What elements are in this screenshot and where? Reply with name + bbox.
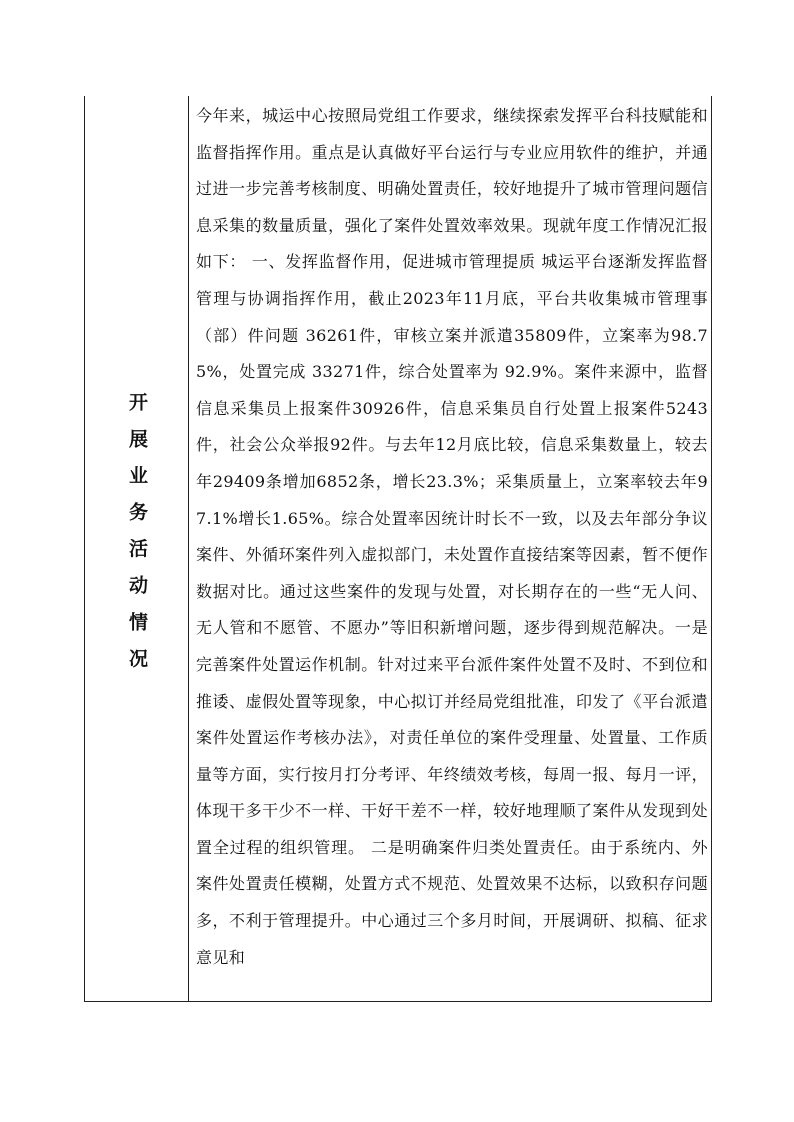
activity-description: 今年来，城运中心按照局党组工作要求，继续探索发挥平台科技赋能和监督指挥作用。重点是认真做好平台运行与专业应用软件的维护，并通过进一步完善考核制度、明确处置责任，较好地提升了城市管理问题信息采集的数量质量，强化了案件处置效率效果。现就年度工作情况汇报如下： 一、发挥监督作用，促进城市管理提质 城运平台逐渐发挥监督管理与协调指挥作用，截止2023年11月底，平台共收集城市管理事（部）件问题 36261件，审核立案并派遣35809件，立案率为98.75%，处置完成 33271件，综合处置率为 92.9%。案件来源中，监督信息采集员上报案件30926件，信息采集员自行处置上报案件5243件，社会公众举报92件。与去年12月底比较，信息采集数量上，较去年29409条增加6852条，增长23.3%；采集质量上，立案率较去年97.1%增长1.65%。综合处置率因统计时长不一致，以及去年部分争议案件、外循环案件列入虚拟部门，未处置作直接结案等因素，暂不便作数据对比。通过这些案件的发现与处置，对长期存在的一些“无人问、无人管和不愿管、不愿办”等旧积新增问题，逐步得到规范解决。一是完善案件处置运作机制。针对过来平台派件案件处置不及时、不到位和推诿、虚假处置等现象，中心拟订并经局党组批准，印发了《平台派遣案件处置运作考核办法》，对责任单位的案件受理量、处置量、工作质量等方面，实行按月打分考评、年终绩效考核，每周一报、每月一评，体现干多干少不一样、干好干差不一样，较好地理顺了案件从发现到处置全过程的组织管理。 二是明确案件归类处置责任。由于系统内、外案件处置责任模糊，处置方式不规范、处置效果不达标，以致积存问题多，不利于管理提升。中心通过三个多月时间，开展调研、拟稿、征求意见和 xyxy=(196,106,708,967)
row-label-wrap xyxy=(85,392,188,685)
column-divider xyxy=(188,96,189,1001)
report-table xyxy=(84,96,712,1002)
content-cell xyxy=(196,96,708,1001)
row-label-cell xyxy=(85,96,188,1001)
row-label: 开展业务活动情况 xyxy=(126,392,148,685)
